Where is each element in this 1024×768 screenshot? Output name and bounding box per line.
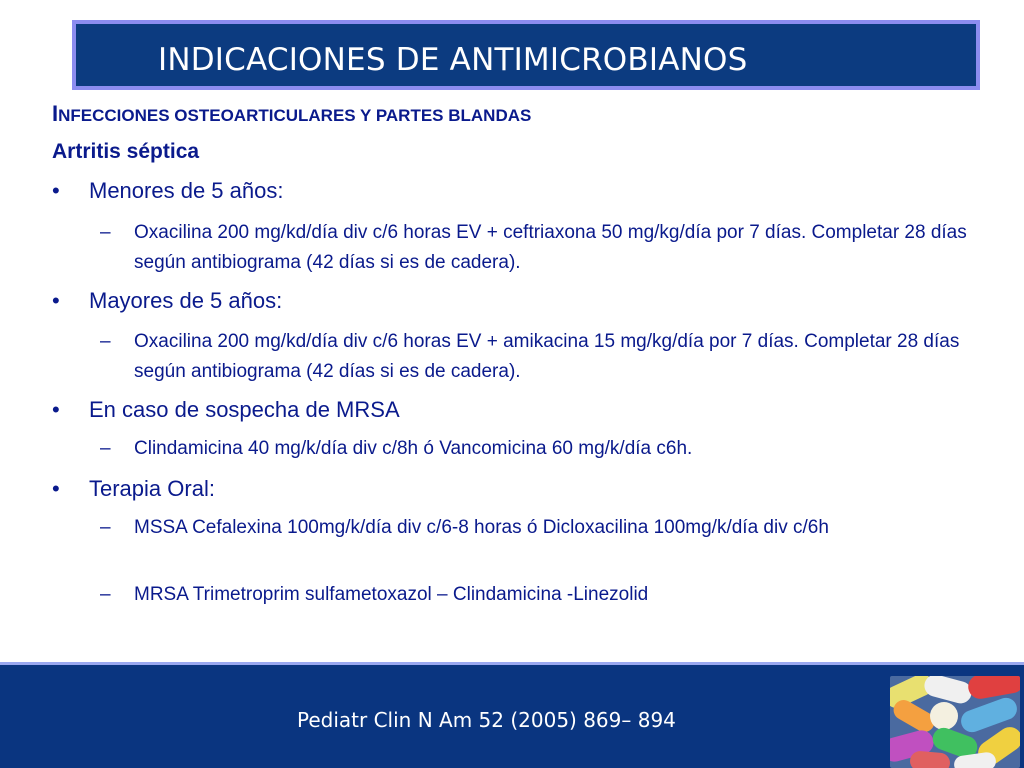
dash-glyph: – xyxy=(100,438,111,459)
dash-glyph: – xyxy=(100,331,111,352)
subheading: Artritis séptica xyxy=(52,140,200,163)
dash-glyph: – xyxy=(100,517,111,538)
sub-bullet-item xyxy=(100,580,990,610)
sub-bullet-item xyxy=(100,513,990,543)
slide-title: INDICACIONES DE ANTIMICROBIANOS xyxy=(158,42,748,78)
bullet-text: Terapia Oral: xyxy=(89,476,215,501)
bullet-item xyxy=(52,476,215,502)
footer-bar xyxy=(0,662,1024,768)
section-heading-initial: I xyxy=(52,101,59,126)
sub-bullet-text: Clindamicina 40 mg/k/día div c/8h ó Vancomicina 60 mg/k/día c6h. xyxy=(134,438,693,459)
sub-bullet-item xyxy=(100,434,990,464)
sub-bullet-text: MSSA Cefalexina 100mg/k/día div c/6-8 horas ó Dicloxacilina 100mg/k/día div c/6h xyxy=(134,517,829,538)
bullet-item xyxy=(52,178,283,204)
footer-citation: Pediatr Clin N Am 52 (2005) 869– 894 xyxy=(297,708,676,732)
sub-bullet-text: Oxacilina 200 mg/kd/día div c/6 horas EV + ceftriaxona 50 mg/kg/día por 7 días. Completar 28 días según antibiograma (42 días si es de cadera). xyxy=(134,222,967,273)
bullet-text: Menores de 5 años: xyxy=(89,178,284,203)
bullet-item xyxy=(52,288,282,314)
bullet-glyph: • xyxy=(52,397,60,422)
bullet-item xyxy=(52,397,400,423)
bullet-text: Mayores de 5 años: xyxy=(89,288,283,313)
sub-bullet-text: Oxacilina 200 mg/kd/día div c/6 horas EV + amikacina 15 mg/kg/día por 7 días. Completar 28 días según antibiograma (42 días si es de cadera). xyxy=(134,331,960,382)
dash-glyph: – xyxy=(100,584,111,605)
sub-bullet-text: MRSA Trimetroprim sulfametoxazol – Clindamicina -Linezolid xyxy=(134,584,649,605)
bullet-glyph: • xyxy=(52,178,60,203)
title-banner xyxy=(72,20,980,90)
sub-bullet-item xyxy=(100,327,990,387)
bullet-glyph: • xyxy=(52,288,60,313)
pills-image-icon xyxy=(890,676,1020,768)
bullet-text: En caso de sospecha de MRSA xyxy=(89,397,400,422)
bullet-glyph: • xyxy=(52,476,60,501)
section-heading-rest: NFECCIONES OSTEOARTICULARES Y PARTES BLANDAS xyxy=(58,106,532,125)
section-heading xyxy=(52,101,531,127)
sub-bullet-item xyxy=(100,218,990,278)
dash-glyph: – xyxy=(100,222,111,243)
